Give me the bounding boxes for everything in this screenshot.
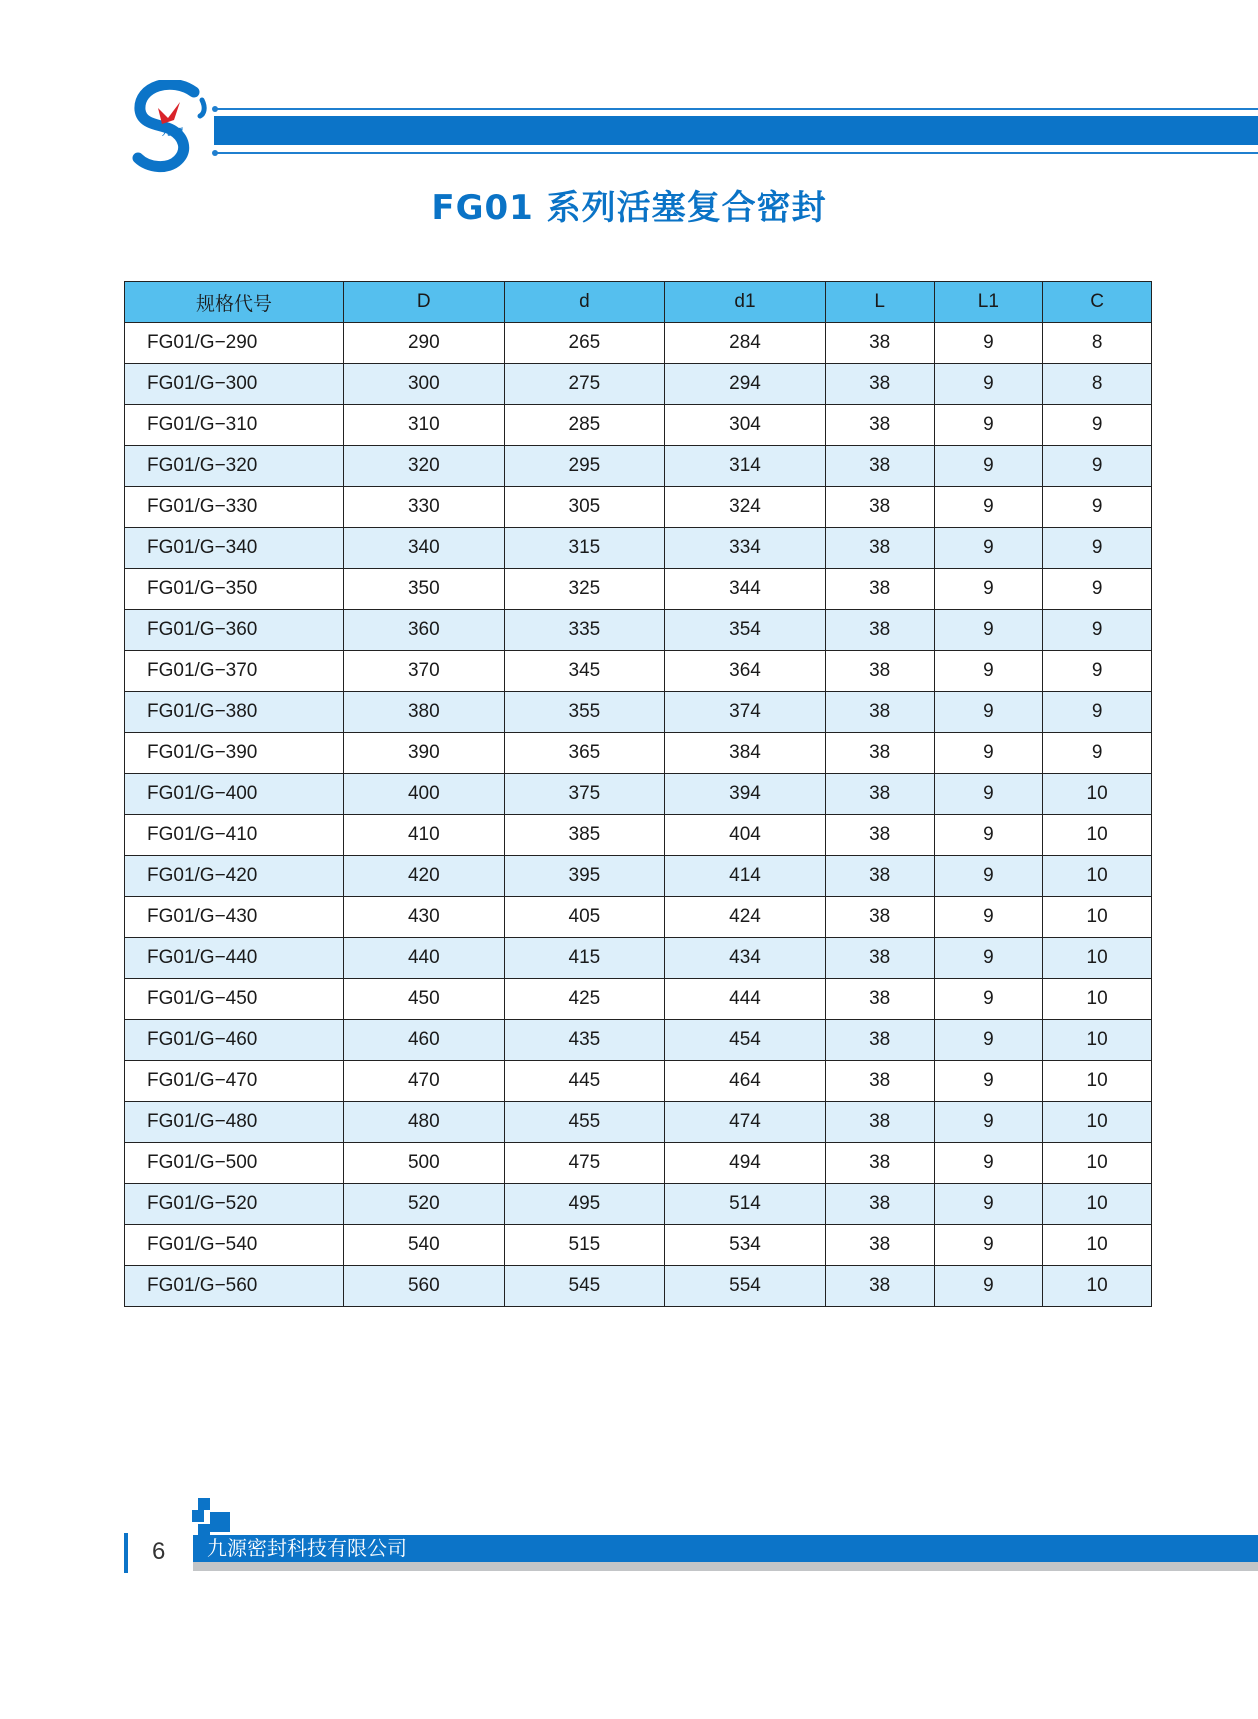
- table-cell: 9: [934, 528, 1043, 569]
- table-cell: 284: [665, 323, 826, 364]
- spec-code-cell: FG01/G−330: [125, 487, 344, 528]
- table-row: [125, 1061, 1152, 1102]
- table-cell: 315: [504, 528, 665, 569]
- table-row: [125, 446, 1152, 487]
- table-cell: 344: [665, 569, 826, 610]
- table-cell: 8: [1043, 323, 1152, 364]
- spec-code-cell: FG01/G−440: [125, 938, 344, 979]
- table-cell: 455: [504, 1102, 665, 1143]
- spec-code-cell: FG01/G−320: [125, 446, 344, 487]
- table-cell: 364: [665, 651, 826, 692]
- table-cell: 9: [934, 815, 1043, 856]
- table-cell: 38: [825, 446, 934, 487]
- header-rule-dot: [212, 106, 218, 112]
- table-cell: 494: [665, 1143, 826, 1184]
- table-cell: 10: [1043, 1061, 1152, 1102]
- spec-code-cell: FG01/G−520: [125, 1184, 344, 1225]
- footer-page-marker: [124, 1533, 128, 1573]
- table-cell: 9: [934, 856, 1043, 897]
- table-cell: 404: [665, 815, 826, 856]
- table-row: [125, 651, 1152, 692]
- table-cell: 38: [825, 856, 934, 897]
- table-cell: 9: [934, 610, 1043, 651]
- table-cell: 9: [934, 979, 1043, 1020]
- header-band: [214, 116, 1258, 145]
- table-cell: 275: [504, 364, 665, 405]
- table-row: [125, 733, 1152, 774]
- spec-code-cell: FG01/G−350: [125, 569, 344, 610]
- table-cell: 474: [665, 1102, 826, 1143]
- table-cell: 354: [665, 610, 826, 651]
- table-cell: 390: [344, 733, 505, 774]
- table-cell: 375: [504, 774, 665, 815]
- table-cell: 9: [934, 651, 1043, 692]
- spec-code-cell: FG01/G−430: [125, 897, 344, 938]
- table-cell: 38: [825, 692, 934, 733]
- table-cell: 520: [344, 1184, 505, 1225]
- table-cell: 334: [665, 528, 826, 569]
- table-cell: 10: [1043, 1020, 1152, 1061]
- table-cell: 314: [665, 446, 826, 487]
- table-cell: 335: [504, 610, 665, 651]
- table-row: [125, 1266, 1152, 1307]
- company-name: 九源密封科技有限公司: [207, 1536, 407, 1560]
- spec-code-cell: FG01/G−410: [125, 815, 344, 856]
- table-row: [125, 487, 1152, 528]
- spec-code-cell: FG01/G−480: [125, 1102, 344, 1143]
- table-cell: 38: [825, 528, 934, 569]
- spec-code-cell: FG01/G−300: [125, 364, 344, 405]
- table-cell: 300: [344, 364, 505, 405]
- footer-squares-decoration: [192, 1498, 242, 1538]
- column-header: L: [825, 282, 934, 323]
- table-cell: 320: [344, 446, 505, 487]
- spec-table: [124, 281, 1152, 1307]
- spec-code-cell: FG01/G−310: [125, 405, 344, 446]
- table-cell: 304: [665, 405, 826, 446]
- table-cell: 10: [1043, 897, 1152, 938]
- table-cell: 9: [934, 1102, 1043, 1143]
- spec-code-cell: FG01/G−470: [125, 1061, 344, 1102]
- header-rule-bottom: [215, 152, 1258, 154]
- table-row: [125, 364, 1152, 405]
- table-cell: 360: [344, 610, 505, 651]
- table-cell: 38: [825, 405, 934, 446]
- table-row: [125, 979, 1152, 1020]
- table-cell: 38: [825, 487, 934, 528]
- page-title: FG01 系列活塞复合密封: [431, 188, 827, 228]
- column-header: D: [344, 282, 505, 323]
- table-cell: 355: [504, 692, 665, 733]
- column-header: C: [1043, 282, 1152, 323]
- table-cell: 480: [344, 1102, 505, 1143]
- spec-code-cell: FG01/G−450: [125, 979, 344, 1020]
- table-row: [125, 1184, 1152, 1225]
- table-cell: 345: [504, 651, 665, 692]
- column-header: d: [504, 282, 665, 323]
- table-row: [125, 692, 1152, 733]
- table-cell: 10: [1043, 1266, 1152, 1307]
- table-cell: 425: [504, 979, 665, 1020]
- table-cell: 10: [1043, 938, 1152, 979]
- spec-code-cell: FG01/G−370: [125, 651, 344, 692]
- spec-code-cell: FG01/G−400: [125, 774, 344, 815]
- table-row: [125, 1102, 1152, 1143]
- svg-text:九 源: 九 源: [162, 128, 184, 138]
- table-cell: 38: [825, 1061, 934, 1102]
- table-cell: 9: [934, 1266, 1043, 1307]
- table-row: [125, 815, 1152, 856]
- table-cell: 410: [344, 815, 505, 856]
- table-cell: 9: [934, 692, 1043, 733]
- table-cell: 540: [344, 1225, 505, 1266]
- table-cell: 9: [934, 487, 1043, 528]
- table-cell: 9: [1043, 446, 1152, 487]
- table-cell: 430: [344, 897, 505, 938]
- table-cell: 384: [665, 733, 826, 774]
- table-cell: 340: [344, 528, 505, 569]
- table-cell: 9: [934, 938, 1043, 979]
- table-cell: 9: [934, 774, 1043, 815]
- table-cell: 324: [665, 487, 826, 528]
- table-cell: 38: [825, 733, 934, 774]
- table-cell: 445: [504, 1061, 665, 1102]
- column-header: d1: [665, 282, 826, 323]
- table-cell: 325: [504, 569, 665, 610]
- table-cell: 38: [825, 610, 934, 651]
- table-row: [125, 610, 1152, 651]
- table-cell: 534: [665, 1225, 826, 1266]
- table-cell: 38: [825, 938, 934, 979]
- table-cell: 10: [1043, 979, 1152, 1020]
- table-row: [125, 569, 1152, 610]
- table-row: [125, 938, 1152, 979]
- table-cell: 10: [1043, 815, 1152, 856]
- table-cell: 515: [504, 1225, 665, 1266]
- table-header-row: [125, 282, 1152, 323]
- table-cell: 9: [934, 1061, 1043, 1102]
- column-header: L1: [934, 282, 1043, 323]
- table-cell: 9: [934, 405, 1043, 446]
- table-cell: 38: [825, 364, 934, 405]
- table-cell: 514: [665, 1184, 826, 1225]
- company-logo: [132, 80, 210, 176]
- spec-code-cell: FG01/G−540: [125, 1225, 344, 1266]
- table-row: [125, 1143, 1152, 1184]
- table-cell: 38: [825, 1184, 934, 1225]
- table-cell: 414: [665, 856, 826, 897]
- table-cell: 415: [504, 938, 665, 979]
- table-cell: 475: [504, 1143, 665, 1184]
- table-cell: 305: [504, 487, 665, 528]
- table-cell: 38: [825, 323, 934, 364]
- table-cell: 350: [344, 569, 505, 610]
- header-rule-dot: [212, 150, 218, 156]
- table-cell: 454: [665, 1020, 826, 1061]
- table-cell: 435: [504, 1020, 665, 1061]
- table-cell: 470: [344, 1061, 505, 1102]
- spec-code-cell: FG01/G−560: [125, 1266, 344, 1307]
- table-cell: 38: [825, 569, 934, 610]
- table-cell: 38: [825, 1225, 934, 1266]
- table-cell: 9: [934, 733, 1043, 774]
- table-cell: 440: [344, 938, 505, 979]
- table-cell: 365: [504, 733, 665, 774]
- table-cell: 405: [504, 897, 665, 938]
- table-row: [125, 897, 1152, 938]
- table-cell: 10: [1043, 1102, 1152, 1143]
- table-cell: 394: [665, 774, 826, 815]
- table-cell: 10: [1043, 774, 1152, 815]
- table-cell: 370: [344, 651, 505, 692]
- table-cell: 9: [1043, 487, 1152, 528]
- table-cell: 434: [665, 938, 826, 979]
- table-cell: 10: [1043, 1143, 1152, 1184]
- table-cell: 9: [934, 1020, 1043, 1061]
- table-cell: 38: [825, 815, 934, 856]
- table-cell: 380: [344, 692, 505, 733]
- column-header: 规格代号: [125, 282, 344, 323]
- table-cell: 310: [344, 405, 505, 446]
- spec-code-cell: FG01/G−340: [125, 528, 344, 569]
- table-cell: 38: [825, 774, 934, 815]
- spec-code-cell: FG01/G−460: [125, 1020, 344, 1061]
- table-cell: 400: [344, 774, 505, 815]
- table-cell: 424: [665, 897, 826, 938]
- spec-code-cell: FG01/G−390: [125, 733, 344, 774]
- table-cell: 38: [825, 1266, 934, 1307]
- table-cell: 10: [1043, 1184, 1152, 1225]
- table-cell: 38: [825, 1102, 934, 1143]
- table-cell: 460: [344, 1020, 505, 1061]
- table-cell: 10: [1043, 1225, 1152, 1266]
- table-cell: 8: [1043, 364, 1152, 405]
- table-cell: 9: [1043, 569, 1152, 610]
- table-cell: 9: [934, 569, 1043, 610]
- table-cell: 374: [665, 692, 826, 733]
- table-cell: 385: [504, 815, 665, 856]
- table-cell: 9: [934, 1225, 1043, 1266]
- table-cell: 9: [934, 1184, 1043, 1225]
- table-row: [125, 1225, 1152, 1266]
- table-cell: 9: [1043, 405, 1152, 446]
- footer-band: [193, 1535, 1258, 1562]
- table-cell: 9: [1043, 651, 1152, 692]
- spec-code-cell: FG01/G−380: [125, 692, 344, 733]
- table-cell: 545: [504, 1266, 665, 1307]
- table-row: [125, 528, 1152, 569]
- table-cell: 285: [504, 405, 665, 446]
- table-body: [125, 323, 1152, 1307]
- table-cell: 395: [504, 856, 665, 897]
- table-cell: 9: [1043, 610, 1152, 651]
- table-cell: 9: [934, 897, 1043, 938]
- table-cell: 450: [344, 979, 505, 1020]
- table-cell: 9: [934, 364, 1043, 405]
- table-cell: 38: [825, 897, 934, 938]
- table-cell: 295: [504, 446, 665, 487]
- spec-code-cell: FG01/G−500: [125, 1143, 344, 1184]
- table-cell: 9: [1043, 733, 1152, 774]
- table-cell: 9: [1043, 528, 1152, 569]
- table-cell: 464: [665, 1061, 826, 1102]
- table-row: [125, 774, 1152, 815]
- table-cell: 294: [665, 364, 826, 405]
- table-row: [125, 856, 1152, 897]
- table-row: [125, 405, 1152, 446]
- table-cell: 444: [665, 979, 826, 1020]
- table-cell: 9: [934, 446, 1043, 487]
- table-cell: 38: [825, 1020, 934, 1061]
- table-cell: 38: [825, 1143, 934, 1184]
- table-cell: 560: [344, 1266, 505, 1307]
- table-cell: 265: [504, 323, 665, 364]
- table-cell: 500: [344, 1143, 505, 1184]
- table-cell: 38: [825, 651, 934, 692]
- table-cell: 10: [1043, 856, 1152, 897]
- footer-gray-strip: [193, 1562, 1258, 1571]
- spec-code-cell: FG01/G−290: [125, 323, 344, 364]
- table-row: [125, 1020, 1152, 1061]
- table-cell: 9: [934, 323, 1043, 364]
- page-number: 6: [152, 1538, 166, 1565]
- table-cell: 9: [1043, 692, 1152, 733]
- table-cell: 495: [504, 1184, 665, 1225]
- table-cell: 290: [344, 323, 505, 364]
- spec-code-cell: FG01/G−360: [125, 610, 344, 651]
- table-cell: 420: [344, 856, 505, 897]
- table-row: [125, 323, 1152, 364]
- spec-code-cell: FG01/G−420: [125, 856, 344, 897]
- table-cell: 554: [665, 1266, 826, 1307]
- table-cell: 330: [344, 487, 505, 528]
- header-rule-top: [215, 108, 1258, 110]
- table-cell: 38: [825, 979, 934, 1020]
- table-cell: 9: [934, 1143, 1043, 1184]
